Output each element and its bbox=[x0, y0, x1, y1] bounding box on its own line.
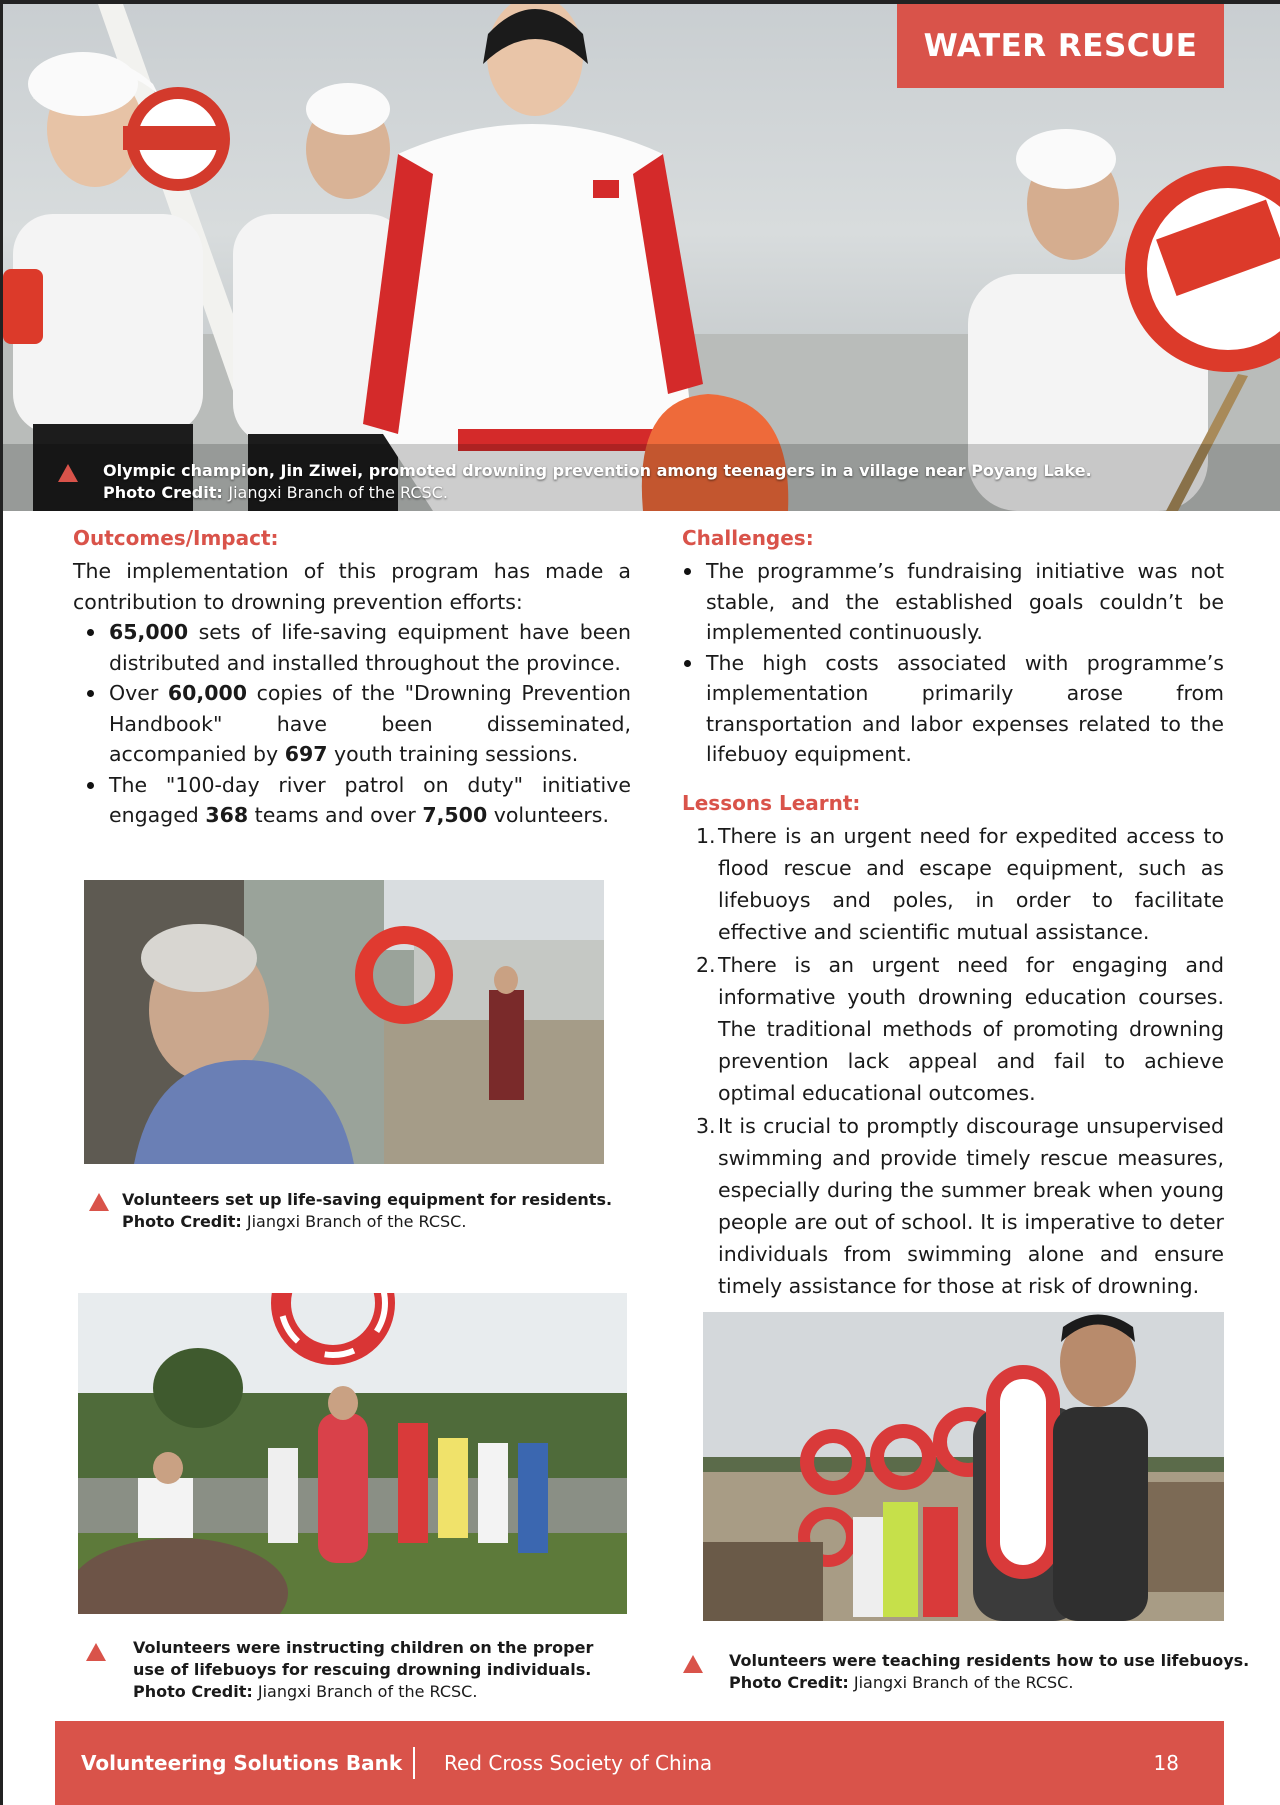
footer-publication-title: Volunteering Solutions Bank bbox=[81, 1751, 403, 1775]
stat-number: 60,000 bbox=[167, 681, 248, 705]
photo-caption-2 bbox=[133, 1637, 593, 1703]
list-item-text: Over bbox=[109, 681, 168, 705]
hero-credit-value: Jiangxi Branch of the RCSC. bbox=[228, 483, 448, 502]
list-item bbox=[682, 949, 1224, 1109]
list-item bbox=[73, 678, 631, 770]
outcomes-intro: The implementation of this program has made a contribution to drowning prevention efforts: bbox=[73, 559, 631, 614]
credit-label: Photo Credit: bbox=[133, 1682, 253, 1701]
stat-number: 368 bbox=[205, 803, 249, 827]
list-item-text: copies of the "Drowning Prevention Handbook" have been disseminated, accompanied by bbox=[109, 681, 631, 766]
photo-caption-3 bbox=[729, 1650, 1249, 1694]
list-item: The programme’s fundraising initiative was not stable, and the established goals couldn’t be implemented continuously. bbox=[682, 556, 1224, 648]
page-footer bbox=[55, 1721, 1224, 1805]
hero-caption bbox=[64, 460, 1092, 504]
outcomes-heading: Outcomes/Impact: bbox=[73, 526, 279, 550]
list-item-text: The "100-day river patrol on duty" initiative engaged bbox=[109, 772, 631, 827]
caption-triangle-icon bbox=[683, 1655, 703, 1673]
list-item-text: sets of life-saving equipment have been distributed and installed throughout the province. bbox=[109, 620, 631, 675]
caption-triangle-icon bbox=[86, 1643, 106, 1661]
stat-number: 7,500 bbox=[422, 803, 488, 827]
outcomes-body bbox=[73, 556, 631, 831]
challenges-heading: Challenges: bbox=[682, 526, 814, 550]
list-item-text: There is an urgent need for engaging and informative youth drowning education courses. The traditional methods of promoting drowning prevention lack appeal and fail to achieve optimal educational outcomes. bbox=[718, 953, 1224, 1105]
footer-organization: Red Cross Society of China bbox=[444, 1751, 713, 1775]
list-item-text: youth training sessions. bbox=[327, 742, 579, 766]
credit-value: Jiangxi Branch of the RCSC. bbox=[853, 1673, 1074, 1692]
list-item bbox=[682, 820, 1224, 948]
list-number: 2. bbox=[696, 953, 716, 977]
list-item-text: teams and over bbox=[248, 803, 423, 827]
page-number: 18 bbox=[1153, 1751, 1179, 1775]
photo-residents-lifebuoys bbox=[703, 1312, 1224, 1621]
list-item-text: It is crucial to promptly discourage unsupervised swimming and provide timely rescue measures, especially during the summer break when young people are out of school. It is imperative to deter individuals from swimming alone and ensure timely assistance for those at risk of drowning. bbox=[718, 1114, 1224, 1298]
caption-text: Volunteers were teaching residents how to use lifebuoys. bbox=[729, 1651, 1250, 1670]
list-item-text: There is an urgent need for expedited access to flood rescue and escape equipment, such as lifebuoys and poles, in order to facilitate effective and scientific mutual assistance. bbox=[718, 824, 1224, 944]
credit-value: Jiangxi Branch of the RCSC. bbox=[246, 1212, 467, 1231]
credit-label: Photo Credit: bbox=[122, 1212, 242, 1231]
lessons-body bbox=[682, 820, 1224, 1303]
photo-illustration bbox=[78, 1293, 627, 1614]
list-item bbox=[73, 617, 631, 678]
photo-children-lifebuoys bbox=[78, 1293, 627, 1614]
credit-label: Photo Credit: bbox=[729, 1673, 849, 1692]
stat-number: 65,000 bbox=[109, 620, 189, 644]
list-item bbox=[73, 770, 631, 831]
outcomes-list bbox=[73, 617, 631, 831]
section-badge: WATER RESCUE bbox=[897, 4, 1224, 88]
list-item: The high costs associated with programme’s implementation primarily arose from transportation and labor expenses related to the lifebuoy equipment. bbox=[682, 648, 1224, 770]
hero-credit bbox=[64, 482, 1092, 504]
caption-triangle-icon bbox=[89, 1193, 109, 1211]
photo-illustration bbox=[703, 1312, 1224, 1621]
photo-elderly-resident bbox=[84, 880, 604, 1164]
lessons-list bbox=[682, 820, 1224, 1302]
hero-credit-label: Photo Credit: bbox=[103, 483, 223, 502]
challenges-list bbox=[682, 556, 1224, 770]
photo-illustration bbox=[84, 880, 604, 1164]
stat-number: 697 bbox=[284, 742, 328, 766]
list-number: 1. bbox=[696, 824, 716, 848]
photo-caption-1 bbox=[122, 1189, 612, 1233]
caption-text: use of lifebuoys for rescuing drowning individuals. bbox=[133, 1660, 592, 1679]
hero-caption-text: Olympic champion, Jin Ziwei, promoted drowning prevention among teenagers in a village near Poyang Lake. bbox=[103, 461, 1092, 480]
footer-divider bbox=[413, 1747, 415, 1779]
credit-value: Jiangxi Branch of the RCSC. bbox=[257, 1682, 478, 1701]
list-item-text: volunteers. bbox=[487, 803, 609, 827]
list-item bbox=[682, 1110, 1224, 1302]
caption-text: Volunteers set up life-saving equipment for residents. bbox=[122, 1190, 613, 1209]
challenges-body bbox=[682, 556, 1224, 770]
list-number: 3. bbox=[696, 1114, 716, 1138]
lessons-heading: Lessons Learnt: bbox=[682, 791, 861, 815]
caption-text: Volunteers were instructing children on the proper bbox=[133, 1638, 594, 1657]
